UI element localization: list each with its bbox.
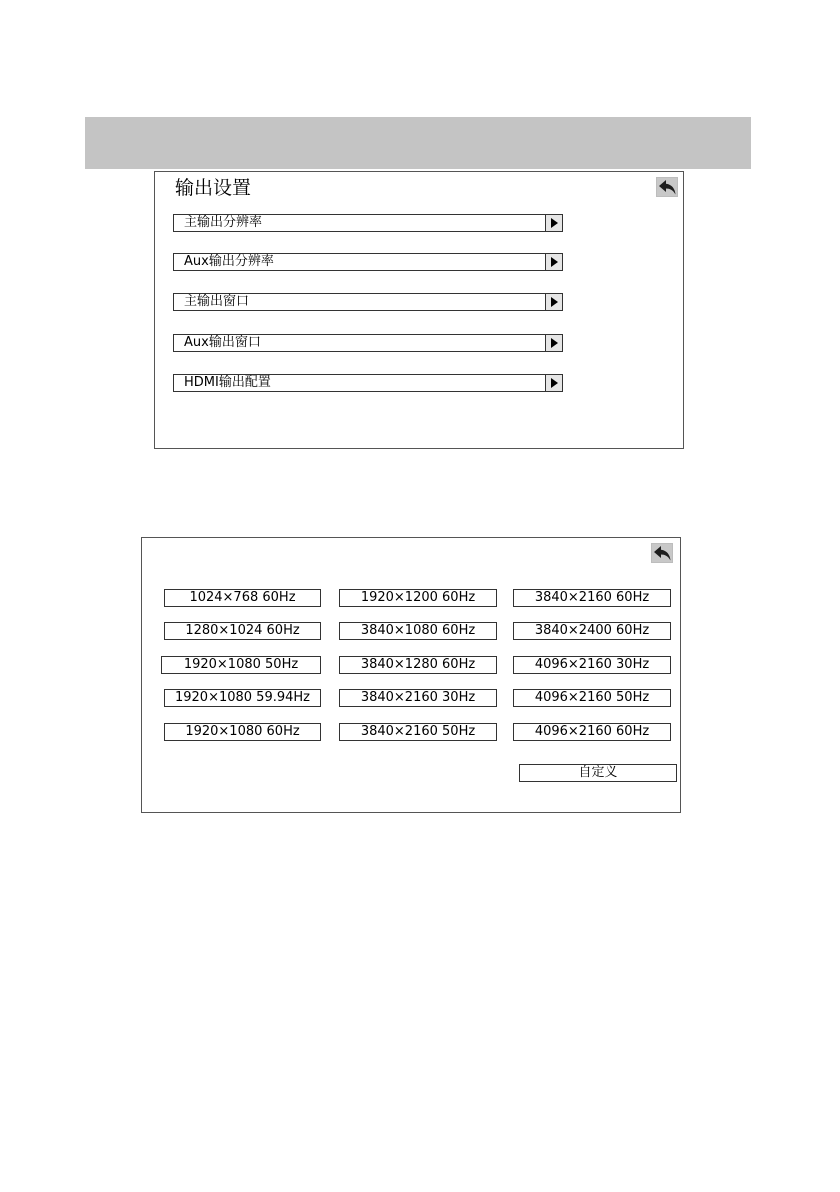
menu-item-hdmi-output-config[interactable] xyxy=(173,374,563,392)
triangle-right-icon[interactable] xyxy=(545,374,563,392)
resolution-option[interactable]: 3840×2160 50Hz xyxy=(339,723,497,741)
resolution-option[interactable]: 3840×1080 60Hz xyxy=(339,622,497,640)
menu-item-label: 主输出分辨率 xyxy=(184,215,263,230)
resolution-panel xyxy=(141,537,681,813)
menu-item-label: HDMI输出配置 xyxy=(184,375,271,390)
resolution-option[interactable]: 3840×2400 60Hz xyxy=(513,622,671,640)
output-settings-panel xyxy=(154,171,684,449)
resolution-option[interactable]: 4096×2160 60Hz xyxy=(513,723,671,741)
resolution-option[interactable]: 4096×2160 30Hz xyxy=(513,656,671,674)
menu-item-aux-output-resolution[interactable] xyxy=(173,253,563,271)
triangle-right-icon[interactable] xyxy=(545,293,563,311)
menu-item-main-output-window[interactable] xyxy=(173,293,563,311)
resolution-option[interactable]: 1920×1080 50Hz xyxy=(161,656,321,674)
menu-item-label: 主输出窗口 xyxy=(184,294,250,309)
back-arrow-icon xyxy=(653,545,672,562)
resolution-option[interactable]: 1920×1080 59.94Hz xyxy=(164,689,321,707)
page-title: 输出设置 xyxy=(175,177,252,199)
resolution-option[interactable]: 1920×1080 60Hz xyxy=(164,723,321,741)
resolution-option[interactable]: 3840×2160 30Hz xyxy=(339,689,497,707)
back-button[interactable] xyxy=(656,177,678,197)
resolution-option[interactable]: 4096×2160 50Hz xyxy=(513,689,671,707)
resolution-option[interactable]: 3840×2160 60Hz xyxy=(513,589,671,607)
resolution-option[interactable]: 1024×768 60Hz xyxy=(164,589,321,607)
resolution-option[interactable]: 1920×1200 60Hz xyxy=(339,589,497,607)
menu-item-aux-output-window[interactable] xyxy=(173,334,563,352)
custom-resolution-button[interactable]: 自定义 xyxy=(519,764,677,782)
back-arrow-icon xyxy=(658,179,677,196)
header-bar xyxy=(85,117,751,169)
menu-item-label: Aux输出分辨率 xyxy=(184,254,274,269)
menu-item-main-output-resolution[interactable] xyxy=(173,214,563,232)
triangle-right-icon[interactable] xyxy=(545,253,563,271)
resolution-option[interactable]: 3840×1280 60Hz xyxy=(339,656,497,674)
triangle-right-icon[interactable] xyxy=(545,214,563,232)
resolution-option[interactable]: 1280×1024 60Hz xyxy=(164,622,321,640)
triangle-right-icon[interactable] xyxy=(545,334,563,352)
menu-item-label: Aux输出窗口 xyxy=(184,335,261,350)
back-button[interactable] xyxy=(651,543,673,563)
